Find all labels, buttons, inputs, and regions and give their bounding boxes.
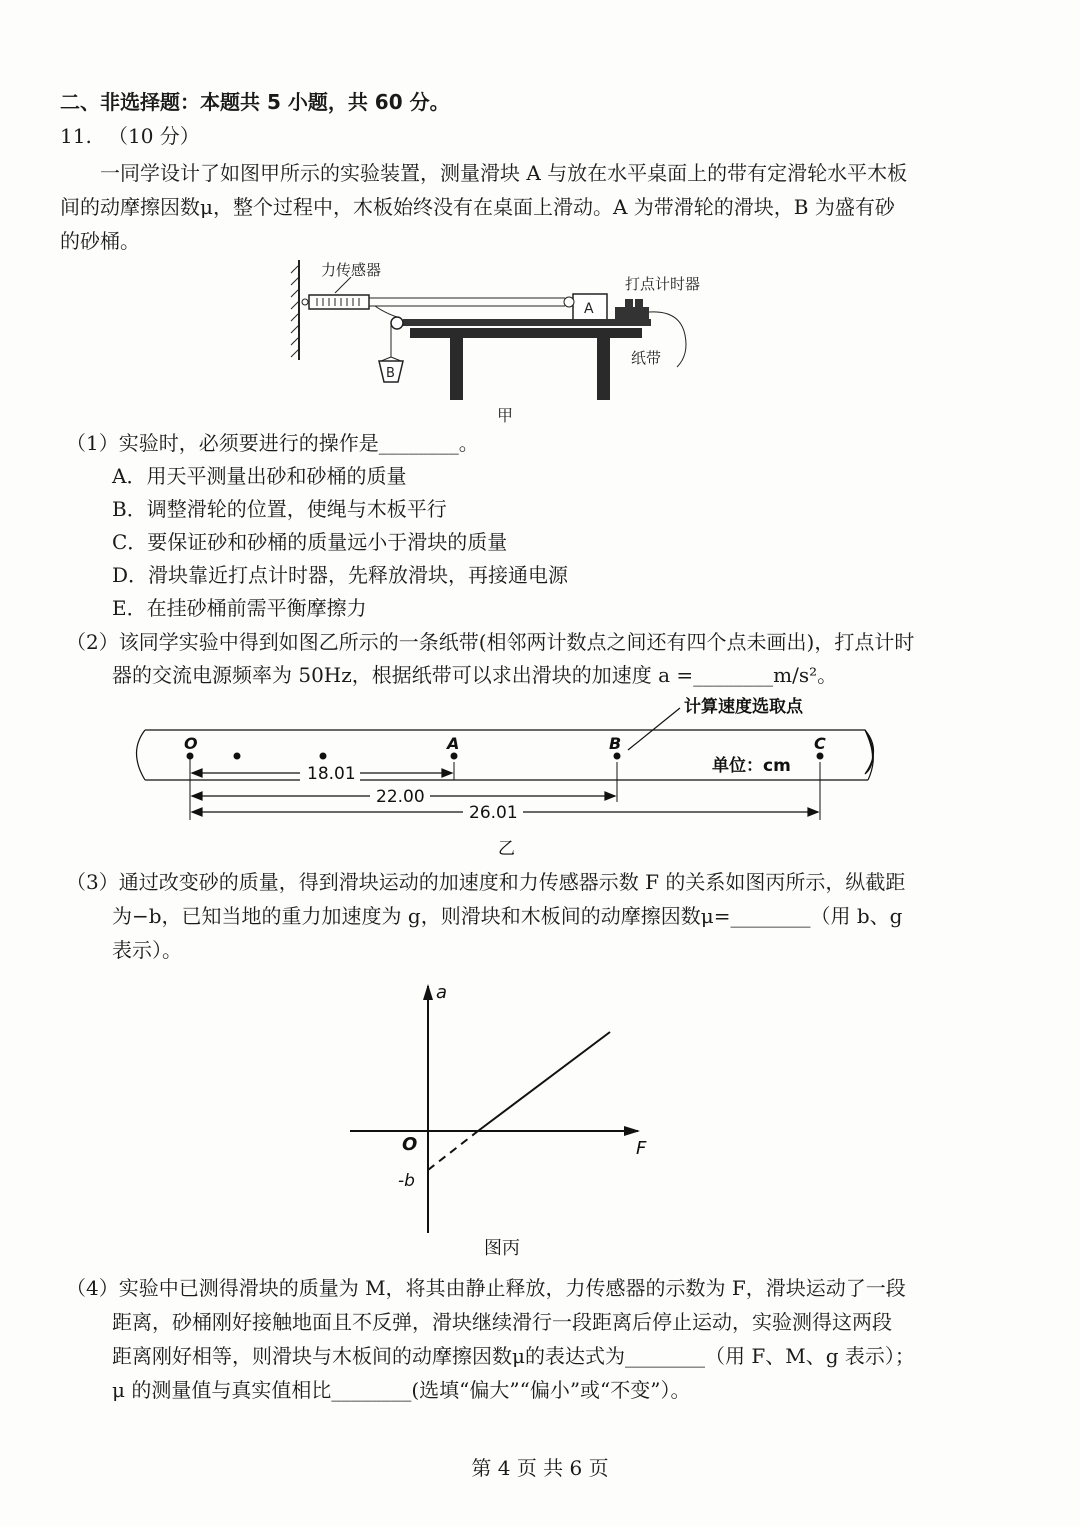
callout-line [628, 708, 680, 750]
part4-line-2: 距离，砂桶刚好接触地面且不反弹，滑块继续滑行一段距离后停止运动，实验测得这两段 [112, 1310, 892, 1334]
intro-line-2: 间的动摩擦因数μ，整个过程中，木板始终没有在桌面上滑动。A 为带滑轮的滑块，B 为盛有砂 [60, 195, 895, 219]
option-b: B．调整滑轮的位置，使绳与木板平行 [112, 497, 447, 521]
page-footer: 第 4 页 共 6 页 [471, 1456, 609, 1480]
section-heading: 二、非选择题：本题共 5 小题，共 60 分。 [60, 90, 450, 114]
dim-arrow-3r [808, 808, 818, 816]
dist-oc: 26.01 [469, 803, 518, 823]
table-top [410, 328, 642, 338]
timer-knob-2 [635, 299, 643, 308]
fixed-pulley [391, 317, 403, 329]
wall-hatching [291, 265, 299, 357]
dot-c [817, 753, 824, 760]
part3-line-3: 表示）。 [112, 938, 182, 962]
table-leg-left [450, 338, 463, 400]
figure-bing-caption: 图丙 [484, 1238, 520, 1259]
dist-ob: 22.00 [376, 787, 425, 807]
option-c: C．要保证砂和砂桶的质量远小于滑块的质量 [112, 530, 508, 554]
dot-2 [320, 753, 327, 760]
part3-line-1: （3）通过改变砂的质量，得到滑块运动的加速度和力传感器示数 F 的关系如图丙所示，纵截距 [66, 870, 906, 894]
x-axis-label: F [636, 1138, 647, 1159]
timer [615, 307, 649, 321]
block-a-label: A [584, 301, 594, 317]
dot-a [451, 753, 458, 760]
dim-arrow-3l [192, 808, 202, 816]
part2-line-2: 器的交流电源频率为 50Hz，根据纸带可以求出滑块的加速度 a =________m/s²。 [112, 663, 838, 687]
question-number: 11. [60, 124, 92, 148]
string-over-pulley [375, 306, 397, 317]
option-d: D．滑块靠近打点计时器，先释放滑块，再接通电源 [112, 563, 569, 587]
dim-arrow-1l [192, 769, 202, 777]
intro-line-3: 的砂桶。 [60, 229, 140, 253]
dot-b [614, 753, 621, 760]
sensor-spring [317, 298, 359, 306]
point-o-label: O [184, 734, 198, 753]
part4-line-1: （4）实验中已测得滑块的质量为 M，将其由静止释放，力传感器的示数为 F，滑块运动了一段 [66, 1276, 906, 1300]
a-f-graph [340, 978, 670, 1263]
dim-arrow-2l [192, 792, 202, 800]
part2-line-1: （2）该同学实验中得到如图乙所示的一条纸带(相邻两计数点之间还有四个点未画出)，打点计时 [66, 630, 915, 654]
question-score: （10 分） [108, 124, 200, 148]
board [403, 319, 651, 326]
force-sensor [309, 295, 369, 309]
option-e: E．在挂砂桶前需平衡摩擦力 [112, 596, 367, 620]
dot-1 [234, 753, 241, 760]
y-arrow [423, 984, 433, 1000]
extrapolated-line [428, 1131, 478, 1170]
apparatus-figure [285, 255, 715, 425]
intercept-label: -b [398, 1171, 415, 1191]
dim-arrow-2r [605, 792, 615, 800]
table-leg-right [597, 338, 610, 400]
part4-line-4: μ 的测量值与真实值相比________(选填“偏大”“偏小”或“不变”）。 [112, 1378, 691, 1402]
dim-arrow-1r [442, 769, 452, 777]
bucket-b-label: B [386, 366, 395, 381]
timer-knob-1 [625, 299, 633, 308]
figure-jia-caption: 甲 [497, 406, 514, 425]
tape-label: 纸带 [631, 349, 662, 367]
point-c-label: C [814, 734, 826, 753]
callout-label: 计算速度选取点 [684, 697, 803, 717]
block-pulley [564, 297, 574, 307]
paper-tape-figure [120, 692, 890, 862]
point-b-label: B [609, 734, 622, 753]
hook [302, 299, 308, 305]
data-line [478, 1032, 610, 1131]
part1-stem: （1）实验时，必须要进行的操作是________。 [66, 431, 479, 455]
point-a-label: A [447, 734, 460, 753]
x-arrow [624, 1126, 640, 1136]
dist-oa: 18.01 [307, 764, 356, 784]
option-a: A．用天平测量出砂和砂桶的质量 [112, 464, 407, 488]
intro-line-1: 一同学设计了如图甲所示的实验装置，测量滑块 A 与放在水平桌面上的带有定滑轮水平木板 [100, 161, 908, 185]
origin-label: O [402, 1134, 418, 1155]
force-sensor-label: 力传感器 [321, 261, 382, 279]
part3-line-2: 为−b，已知当地的重力加速度为 g，则滑块和木板间的动摩擦因数μ=________（用 b、g [112, 904, 903, 928]
part4-line-3: 距离刚好相等，则滑块与木板间的动摩擦因数μ的表达式为________（用 F、M、g 表示）； [112, 1344, 915, 1368]
timer-label: 打点计时器 [625, 275, 701, 293]
y-axis-label: a [436, 982, 448, 1003]
figure-yi-caption: 乙 [498, 839, 515, 859]
unit-label: 单位：cm [712, 756, 791, 776]
sensor-pointer [335, 277, 351, 293]
